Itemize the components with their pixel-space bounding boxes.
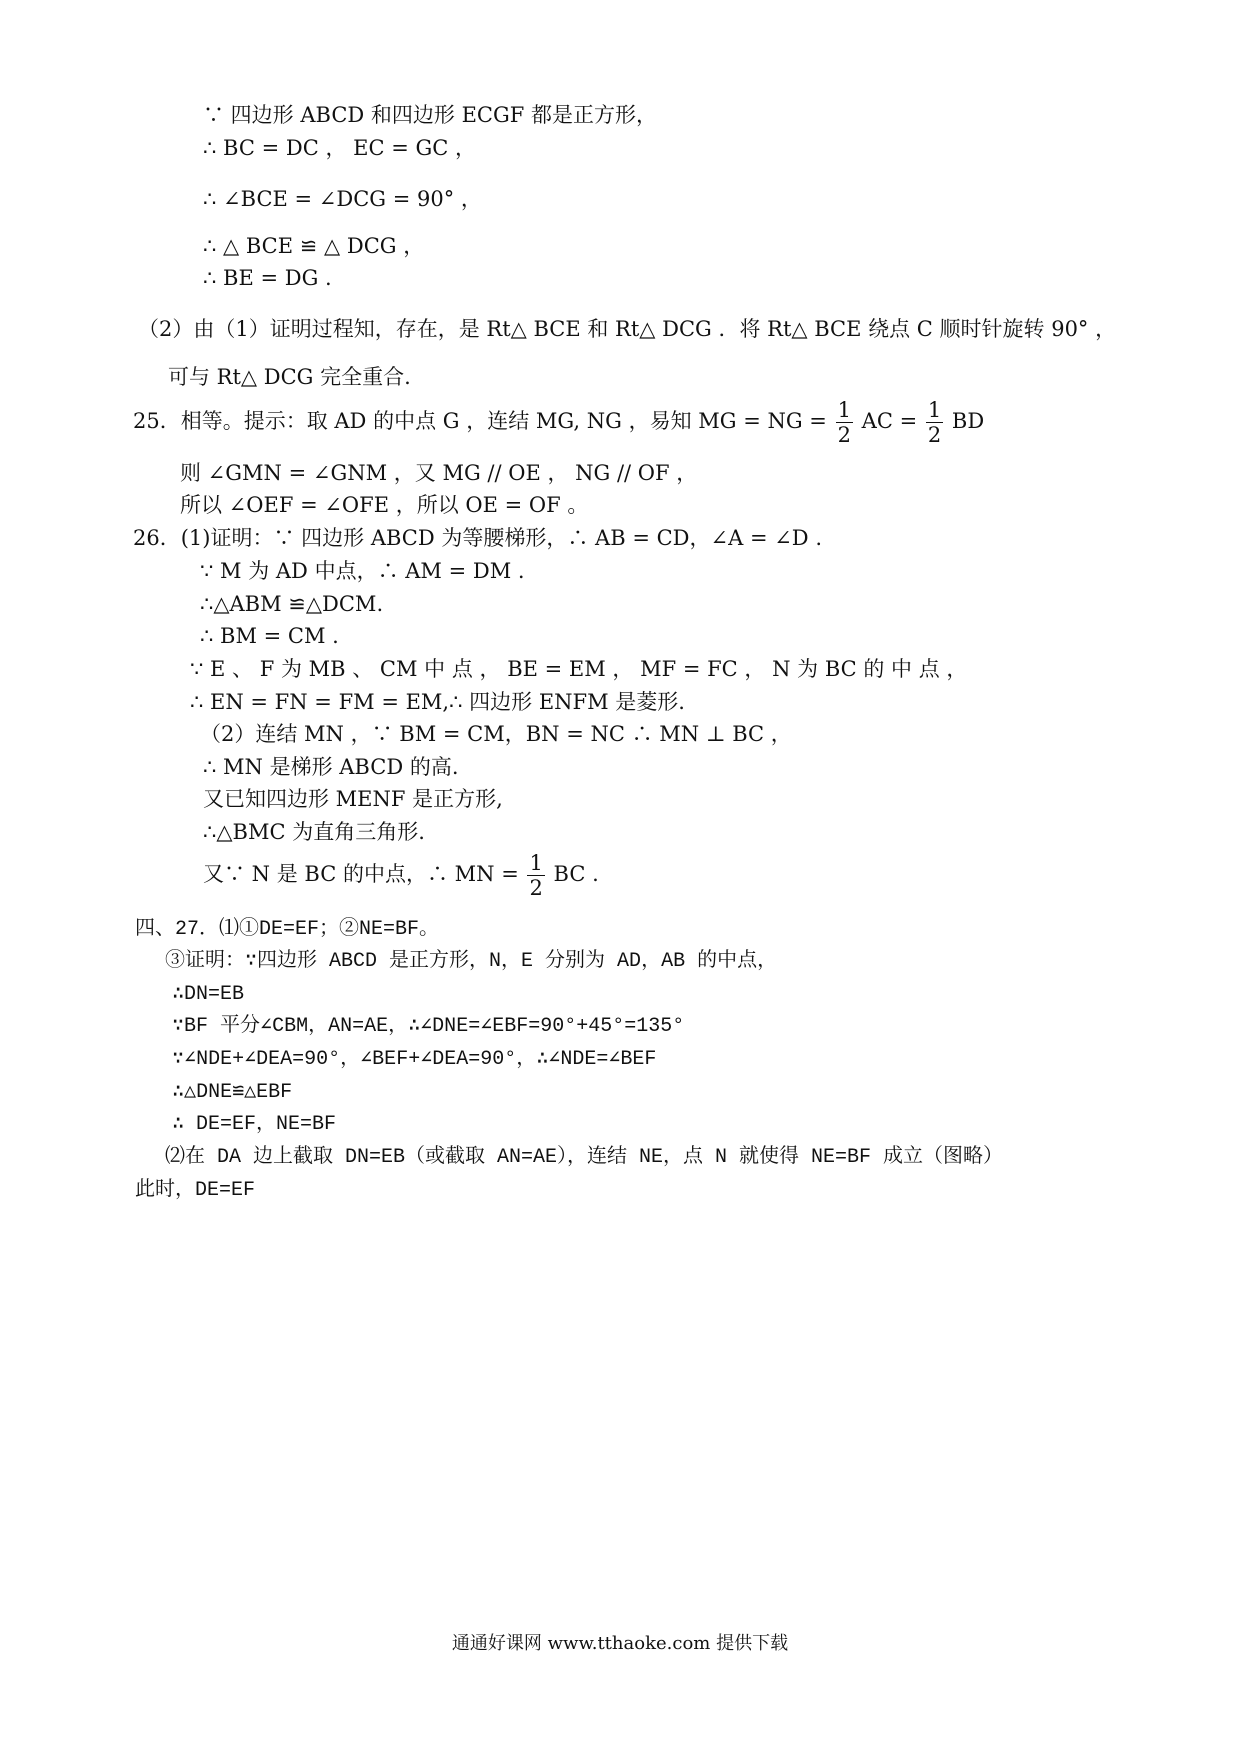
q26-line: ∴△ABM ≌△DCM. — [200, 592, 384, 616]
q27-line: ∴△DNE≌△EBF — [172, 1081, 293, 1104]
q25-line: 所以 ∠OEF = ∠OFE ，所以 OE = OF 。 — [180, 493, 589, 517]
proof-line: ∴ △ BCE ≌ △ DCG ， — [203, 234, 425, 258]
q26-line: 26．(1)证明：∵ 四边形 ABCD 为等腰梯形，∴ AB = CD，∠A = ∠D . — [133, 526, 822, 550]
q27-line: ⑵在 DA 边上截取 DN=EB（或截取 AN=AE），连结 NE，点 N 就使得 NE=BF 成立（图略） — [165, 1146, 1004, 1169]
q25-text: 25．相等。提示：取 AD 的中点 G ，连结 MG, NG ，易知 MG = NG = — [133, 409, 827, 434]
q27-line: ∴ DE=EF，NE=BF — [172, 1113, 337, 1136]
fraction-one-half: $\frac{1}{2}$ — [927, 398, 942, 448]
q27-line: ∴DN=EB — [172, 983, 245, 1006]
proof-line: ∵ 四边形 ABCD 和四边形 ECGF 都是正方形， — [203, 103, 658, 127]
proof-line: ∴ BC = DC ， EC = GC ， — [203, 136, 476, 160]
q25-text: BD — [951, 409, 985, 434]
q27-line: ∵BF 平分∠CBM，AN=AE，∴∠DNE=∠EBF=90°+45°=135° — [172, 1015, 685, 1038]
q25-text: AC = — [861, 409, 918, 434]
q26-line: ∵ E 、 F 为 MB 、 CM 中 点 ， BE = EM ， MF = FC ， N 为 BC 的 中 点 ， — [190, 657, 968, 681]
page-footer: 通通好课网 www.tthaoke.com 提供下载 — [451, 1633, 789, 1654]
q27-line: ∵∠NDE+∠DEA=90°，∠BEF+∠DEA=90°，∴∠NDE=∠BEF — [172, 1048, 657, 1071]
q26-text: 又∵ N 是 BC 的中点，∴ MN = — [203, 862, 519, 887]
q26-line: ∴△BMC 为直角三角形. — [203, 820, 425, 844]
proof-line: ∴ BE = DG . — [203, 266, 332, 290]
q24-part2-line: 可与 Rt△ DCG 完全重合. — [168, 365, 411, 389]
q26-line: ∴ MN 是梯形 ABCD 的高. — [203, 755, 459, 779]
q27-line: 四、27．⑴①DE=EF；②NE=BF。 — [135, 918, 440, 941]
q25-line: 则 ∠GMN = ∠GNM ，又 MG // OE ， NG // OF ， — [180, 461, 698, 485]
q24-part2-line: （2）由（1）证明过程知，存在，是 Rt△ BCE 和 Rt△ DCG ．将 Rt△ BCE 绕点 C 顺时针旋转 90° ， — [138, 317, 1117, 341]
q25-line — [133, 399, 984, 446]
q26-line: （2）连结 MN ，∵ BM = CM，BN = NC ∴ MN ⊥ BC ， — [200, 722, 792, 746]
fraction-one-half: $\frac{1}{2}$ — [529, 851, 543, 901]
q26-line: ∴ EN = FN = FM = EM,∴ 四边形 ENFM 是菱形. — [190, 690, 685, 714]
q27-line: 此时，DE=EF — [135, 1179, 256, 1202]
proof-line: ∴ ∠BCE = ∠DCG = 90° ， — [203, 187, 482, 211]
q26-line: ∴ BM = CM . — [200, 624, 339, 648]
q26-line: 又已知四边形 MENF 是正方形, — [203, 787, 503, 811]
q26-line: ∵ M 为 AD 中点，∴ AM = DM . — [200, 559, 525, 583]
q26-text: BC . — [553, 862, 599, 887]
q26-line — [203, 852, 599, 899]
q27-line: ③证明：∵四边形 ABCD 是正方形，N，E 分别为 AD，AB 的中点， — [165, 950, 778, 973]
fraction-one-half: $\frac{1}{2}$ — [837, 398, 851, 448]
